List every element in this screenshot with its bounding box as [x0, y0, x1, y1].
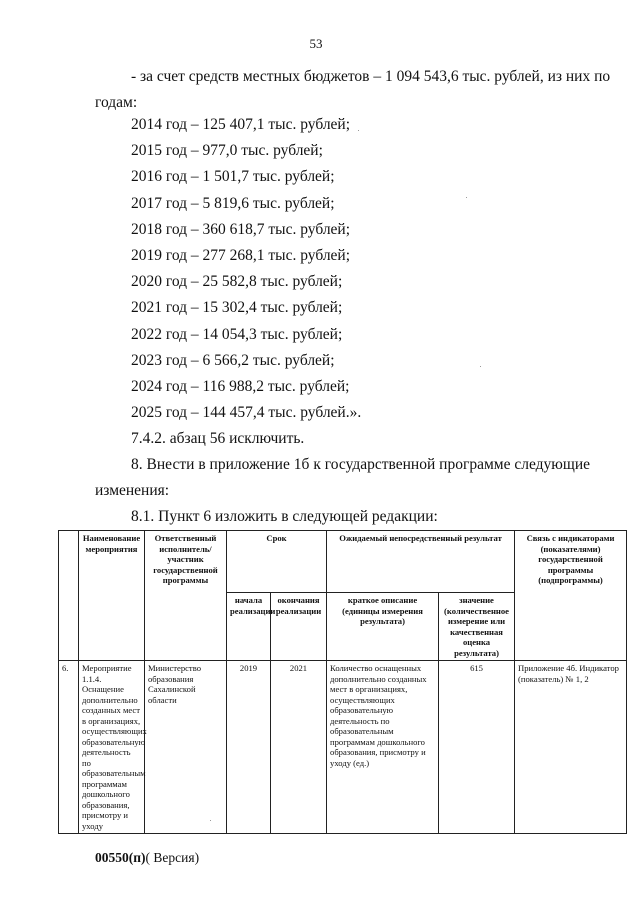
year-item: 2022 год – 14 054,3 тыс. рублей; — [131, 325, 343, 343]
year-list — [131, 116, 361, 430]
year-item: 2019 год – 277 268,1 тыс. рублей; — [131, 246, 351, 264]
year-item: 2015 год – 977,0 тыс. рублей; — [131, 142, 323, 160]
intro-continuation: годам: — [95, 94, 138, 111]
page-number: 53 — [309, 36, 323, 51]
scan-speck — [480, 366, 481, 367]
year-item: 2014 год – 125 407,1 тыс. рублей; — [131, 116, 351, 133]
table-header-row — [59, 531, 627, 593]
item-7-4-2: 7.4.2. абзац 56 исключить. — [131, 430, 305, 447]
scan-speck — [210, 820, 211, 821]
row-link: Приложение 4б. Индикатор (показатель) № 1, 2 — [515, 661, 627, 834]
year-item: 2018 год – 360 618,7 тыс. рублей; — [131, 220, 351, 238]
header-description: краткое описание (единицы измерения результата) — [327, 593, 439, 661]
scan-speck — [358, 130, 359, 131]
row-responsible: Министерство образования Сахалинской области — [145, 661, 227, 834]
header-responsible: Ответственный исполнитель/участник государственной программы — [145, 531, 227, 661]
header-value: значение (количественное измерение или качественная оценка результата) — [439, 593, 515, 661]
table-row — [59, 661, 627, 834]
document-version: ( Версия) — [145, 850, 200, 865]
document-footer — [95, 850, 199, 866]
header-start: начала реализации — [227, 593, 271, 661]
header-end: окончания реализации — [271, 593, 327, 661]
year-item: 2017 год – 5 819,6 тыс. рублей; — [131, 194, 335, 212]
document-code: 00550(п) — [95, 850, 146, 865]
row-value: 615 — [439, 661, 515, 834]
item-8: 8. Внести в приложение 1б к государственной программе следующие изменения: — [95, 456, 590, 499]
activities-table — [58, 530, 627, 834]
header-num — [59, 531, 79, 661]
row-num: 6. — [59, 661, 79, 834]
intro-line: - за счет средств местных бюджетов – 1 094 543,6 тыс. рублей, из них по — [131, 68, 611, 85]
header-term: Срок — [227, 531, 327, 593]
year-item: 2021 год – 15 302,4 тыс. рублей; — [131, 299, 343, 317]
row-end: 2021 — [271, 661, 327, 834]
header-name: Наименование мероприятия — [79, 531, 145, 661]
year-item: 2020 год – 25 582,8 тыс. рублей; — [131, 273, 343, 291]
row-start: 2019 — [227, 661, 271, 834]
year-item: 2016 год – 1 501,7 тыс. рублей; — [131, 168, 335, 186]
row-description: Количество оснащенных дополнительно созданных мест в организациях, осуществляющих образовательную деятельность по образовательным программам дошкольного образования, присмотру и уходу (ед.) — [327, 661, 439, 834]
row-name: Мероприятие 1.1.4. Оснащение дополнительно созданных мест в организациях, осуществляющих образовательную деятельность по образовательным программам дошкольного образования, присмотру и уходу — [79, 661, 145, 834]
year-item: 2023 год – 6 566,2 тыс. рублей; — [131, 351, 335, 369]
scan-speck — [466, 197, 467, 198]
year-item: 2024 год – 116 988,2 тыс. рублей; — [131, 377, 350, 395]
header-result: Ожидаемый непосредственный результат — [327, 531, 515, 593]
item-8-1: 8.1. Пункт 6 изложить в следующей редакции: — [131, 508, 438, 525]
header-link: Связь с индикаторами (показателями) государственной программы (подпрограммы) — [515, 531, 627, 661]
year-item: 2025 год – 144 457,4 тыс. рублей.». — [131, 404, 362, 422]
